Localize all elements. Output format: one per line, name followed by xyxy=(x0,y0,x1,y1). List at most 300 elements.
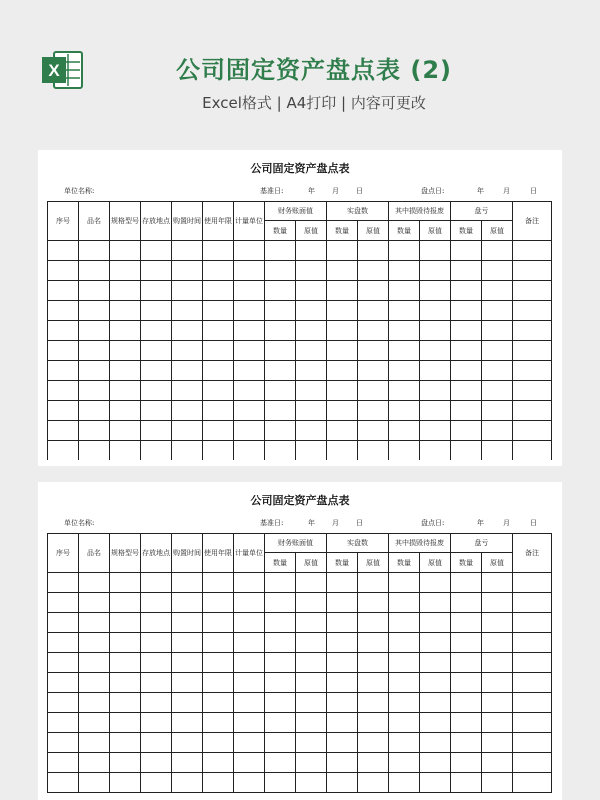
table-cell xyxy=(110,281,141,301)
table-cell xyxy=(296,733,327,753)
table-cell xyxy=(296,613,327,633)
table-cell xyxy=(141,613,172,633)
table-cell xyxy=(389,753,420,773)
table-cell xyxy=(265,281,296,301)
table-cell xyxy=(513,261,552,281)
table-cell xyxy=(265,693,296,713)
column-header: 序号 xyxy=(48,202,79,241)
count-date-label: 盘点日: xyxy=(421,187,445,195)
table-cell xyxy=(110,401,141,421)
table-cell xyxy=(265,613,296,633)
table-cell xyxy=(265,573,296,593)
table-cell xyxy=(513,713,552,733)
table-cell xyxy=(79,361,110,381)
table-cell xyxy=(172,341,203,361)
table-cell xyxy=(451,301,482,321)
sheet-edge xyxy=(38,794,562,800)
table-cell xyxy=(513,301,552,321)
table-cell xyxy=(172,401,203,421)
table-cell xyxy=(296,633,327,653)
table-cell xyxy=(327,361,358,381)
table-cell xyxy=(327,733,358,753)
table-cell xyxy=(172,673,203,693)
table-cell xyxy=(265,441,296,461)
table-cell xyxy=(234,281,265,301)
table-cell xyxy=(420,653,451,673)
table-cell xyxy=(327,673,358,693)
table-cell xyxy=(327,573,358,593)
table-cell xyxy=(48,653,79,673)
table-cell xyxy=(203,753,234,773)
column-header: 使用年限 xyxy=(203,202,234,241)
table-cell xyxy=(327,261,358,281)
table-cell xyxy=(234,341,265,361)
table-cell xyxy=(234,733,265,753)
table-cell xyxy=(234,321,265,341)
table-cell xyxy=(358,401,389,421)
table-cell xyxy=(48,633,79,653)
page-subtitle: Excel格式 | A4打印 | 内容可更改 xyxy=(202,94,426,112)
table-cell xyxy=(172,653,203,673)
table-cell xyxy=(296,321,327,341)
table-cell xyxy=(79,673,110,693)
table-cell xyxy=(513,593,552,613)
table-cell xyxy=(48,613,79,633)
table-cell xyxy=(327,341,358,361)
table-row xyxy=(48,633,552,653)
table-cell xyxy=(234,401,265,421)
table-cell xyxy=(203,733,234,753)
table-cell xyxy=(358,381,389,401)
unit-name-label: 单位名称: xyxy=(64,187,95,195)
count-date-label: 盘点日: xyxy=(421,519,445,527)
table-cell xyxy=(203,401,234,421)
table-cell xyxy=(327,321,358,341)
table-cell xyxy=(513,733,552,753)
sheet-preview xyxy=(38,482,562,800)
table-cell xyxy=(296,281,327,301)
table-row xyxy=(48,241,552,261)
table-cell xyxy=(420,593,451,613)
sub-column-header: 原值 xyxy=(296,221,327,241)
column-header: 购置时间 xyxy=(172,534,203,573)
table-cell xyxy=(48,241,79,261)
table-cell xyxy=(48,361,79,381)
sub-column-header: 数量 xyxy=(265,221,296,241)
table-cell xyxy=(172,573,203,593)
table-cell xyxy=(513,381,552,401)
table-cell xyxy=(172,441,203,461)
table-cell xyxy=(296,341,327,361)
table-cell xyxy=(296,573,327,593)
table-cell xyxy=(110,733,141,753)
table-cell xyxy=(48,261,79,281)
table-cell xyxy=(172,321,203,341)
table-cell xyxy=(234,261,265,281)
base-date-part: 日 xyxy=(356,187,363,195)
column-header: 存放地点 xyxy=(141,534,172,573)
table-cell xyxy=(420,733,451,753)
table-cell xyxy=(110,713,141,733)
asset-table xyxy=(47,201,552,461)
table-cell xyxy=(265,261,296,281)
table-cell xyxy=(141,673,172,693)
table-cell xyxy=(110,593,141,613)
table-cell xyxy=(172,713,203,733)
table-cell xyxy=(234,713,265,733)
table-cell xyxy=(513,401,552,421)
table-cell xyxy=(482,613,513,633)
table-cell xyxy=(172,261,203,281)
sub-column-header: 原值 xyxy=(420,553,451,573)
table-cell xyxy=(265,673,296,693)
table-cell xyxy=(482,261,513,281)
table-row xyxy=(48,753,552,773)
table-cell xyxy=(203,361,234,381)
table-row xyxy=(48,733,552,753)
table-cell xyxy=(389,321,420,341)
table-cell xyxy=(48,281,79,301)
sheet-title: 公司固定资产盘点表 xyxy=(250,494,350,507)
table-cell xyxy=(79,401,110,421)
column-header-remarks: 备注 xyxy=(513,534,552,573)
table-cell xyxy=(79,261,110,281)
svg-text:X: X xyxy=(48,61,60,80)
table-cell xyxy=(358,261,389,281)
table-cell xyxy=(482,441,513,461)
table-cell xyxy=(141,341,172,361)
table-cell xyxy=(203,301,234,321)
table-cell xyxy=(234,613,265,633)
sub-column-header: 原值 xyxy=(420,221,451,241)
table-cell xyxy=(358,693,389,713)
table-row xyxy=(48,773,552,793)
table-cell xyxy=(358,281,389,301)
table-cell xyxy=(451,341,482,361)
table-cell xyxy=(234,441,265,461)
table-cell xyxy=(296,241,327,261)
table-cell xyxy=(48,733,79,753)
sheet-preview xyxy=(38,150,562,466)
table-cell xyxy=(482,713,513,733)
table-cell xyxy=(141,593,172,613)
column-header: 计量单位 xyxy=(234,534,265,573)
table-cell xyxy=(110,773,141,793)
table-cell xyxy=(513,321,552,341)
table-cell xyxy=(327,421,358,441)
table-cell xyxy=(234,773,265,793)
table-cell xyxy=(420,281,451,301)
table-cell xyxy=(327,441,358,461)
table-cell xyxy=(110,341,141,361)
column-header: 序号 xyxy=(48,534,79,573)
column-header: 购置时间 xyxy=(172,202,203,241)
table-cell xyxy=(203,713,234,733)
table-cell xyxy=(482,593,513,613)
table-cell xyxy=(234,301,265,321)
table-cell xyxy=(48,381,79,401)
table-cell xyxy=(79,301,110,321)
table-cell xyxy=(513,441,552,461)
group-header: 盘亏 xyxy=(451,202,513,221)
column-header: 使用年限 xyxy=(203,534,234,573)
table-cell xyxy=(265,733,296,753)
table-cell xyxy=(358,301,389,321)
table-row xyxy=(48,573,552,593)
base-date-part: 年 xyxy=(308,187,315,195)
table-cell xyxy=(513,341,552,361)
table-row xyxy=(48,381,552,401)
table-cell xyxy=(48,573,79,593)
table-cell xyxy=(203,321,234,341)
group-header: 实盘数 xyxy=(327,202,389,221)
table-cell xyxy=(327,693,358,713)
table-cell xyxy=(234,241,265,261)
table-cell xyxy=(296,301,327,321)
table-cell xyxy=(79,773,110,793)
table-cell xyxy=(141,281,172,301)
table-cell xyxy=(110,381,141,401)
table-cell xyxy=(265,713,296,733)
table-cell xyxy=(141,421,172,441)
table-cell xyxy=(420,241,451,261)
table-cell xyxy=(234,753,265,773)
table-cell xyxy=(48,341,79,361)
table-cell xyxy=(420,421,451,441)
table-cell xyxy=(358,321,389,341)
table-cell xyxy=(513,613,552,633)
table-cell xyxy=(513,573,552,593)
table-cell xyxy=(389,633,420,653)
table-cell xyxy=(48,301,79,321)
table-cell xyxy=(451,693,482,713)
table-cell xyxy=(265,653,296,673)
table-cell xyxy=(420,401,451,421)
table-cell xyxy=(513,653,552,673)
table-cell xyxy=(389,733,420,753)
table-cell xyxy=(451,281,482,301)
table-cell xyxy=(172,693,203,713)
table-row xyxy=(48,421,552,441)
table-cell xyxy=(482,321,513,341)
table-cell xyxy=(389,693,420,713)
table-cell xyxy=(327,401,358,421)
table-cell xyxy=(482,693,513,713)
table-cell xyxy=(327,773,358,793)
table-cell xyxy=(420,261,451,281)
table-cell xyxy=(265,753,296,773)
table-cell xyxy=(234,693,265,713)
table-cell xyxy=(265,361,296,381)
table-cell xyxy=(141,773,172,793)
table-cell xyxy=(141,381,172,401)
table-cell xyxy=(203,673,234,693)
table-cell xyxy=(296,421,327,441)
table-cell xyxy=(203,281,234,301)
table-cell xyxy=(203,693,234,713)
table-cell xyxy=(48,713,79,733)
group-header: 盘亏 xyxy=(451,534,513,553)
table-cell xyxy=(482,381,513,401)
table-cell xyxy=(420,441,451,461)
table-cell xyxy=(451,261,482,281)
table-cell xyxy=(172,281,203,301)
table-cell xyxy=(389,593,420,613)
table-cell xyxy=(482,633,513,653)
table-cell xyxy=(451,241,482,261)
table-cell xyxy=(482,401,513,421)
table-cell xyxy=(482,421,513,441)
table-cell xyxy=(389,341,420,361)
table-cell xyxy=(234,361,265,381)
table-cell xyxy=(513,673,552,693)
table-cell xyxy=(451,653,482,673)
table-cell xyxy=(358,713,389,733)
table-cell xyxy=(296,261,327,281)
sheet-edge xyxy=(38,460,562,466)
table-cell xyxy=(358,773,389,793)
table-cell xyxy=(389,673,420,693)
table-cell xyxy=(79,341,110,361)
table-row xyxy=(48,713,552,733)
table-cell xyxy=(389,361,420,381)
table-cell xyxy=(172,593,203,613)
table-cell xyxy=(482,361,513,381)
table-cell xyxy=(420,361,451,381)
table-cell xyxy=(451,321,482,341)
table-cell xyxy=(141,653,172,673)
table-cell xyxy=(358,633,389,653)
table-cell xyxy=(389,381,420,401)
table-cell xyxy=(389,421,420,441)
count-date-part: 年 xyxy=(477,187,484,195)
table-cell xyxy=(141,713,172,733)
table-cell xyxy=(79,421,110,441)
table-cell xyxy=(203,421,234,441)
table-cell xyxy=(48,773,79,793)
table-cell xyxy=(420,713,451,733)
table-cell xyxy=(327,381,358,401)
table-cell xyxy=(482,241,513,261)
table-cell xyxy=(265,321,296,341)
count-date-part: 日 xyxy=(530,519,537,527)
table-cell xyxy=(513,693,552,713)
table-cell xyxy=(420,693,451,713)
table-cell xyxy=(296,401,327,421)
table-cell xyxy=(141,441,172,461)
column-header: 存放地点 xyxy=(141,202,172,241)
sub-column-header: 数量 xyxy=(327,553,358,573)
table-cell xyxy=(451,361,482,381)
table-cell xyxy=(420,633,451,653)
table-cell xyxy=(327,593,358,613)
table-cell xyxy=(296,653,327,673)
table-cell xyxy=(327,241,358,261)
table-cell xyxy=(389,301,420,321)
table-cell xyxy=(265,241,296,261)
table-row xyxy=(48,653,552,673)
base-date-part: 日 xyxy=(356,519,363,527)
table-cell xyxy=(389,281,420,301)
table-cell xyxy=(79,573,110,593)
table-cell xyxy=(482,753,513,773)
table-row xyxy=(48,441,552,461)
table-cell xyxy=(451,753,482,773)
table-cell xyxy=(141,241,172,261)
table-cell xyxy=(420,573,451,593)
table-cell xyxy=(172,733,203,753)
sub-column-header: 原值 xyxy=(358,553,389,573)
table-cell xyxy=(234,673,265,693)
table-cell xyxy=(265,381,296,401)
table-cell xyxy=(513,633,552,653)
count-date-part: 年 xyxy=(477,519,484,527)
table-cell xyxy=(420,613,451,633)
table-cell xyxy=(327,653,358,673)
table-cell xyxy=(234,421,265,441)
table-cell xyxy=(327,713,358,733)
table-cell xyxy=(79,613,110,633)
table-cell xyxy=(79,733,110,753)
table-cell xyxy=(203,241,234,261)
table-cell xyxy=(172,361,203,381)
group-header: 财务账面值 xyxy=(265,534,327,553)
table-row xyxy=(48,593,552,613)
table-cell xyxy=(420,301,451,321)
table-cell xyxy=(110,441,141,461)
unit-name-label: 单位名称: xyxy=(64,519,95,527)
table-cell xyxy=(358,673,389,693)
table-cell xyxy=(110,633,141,653)
table-cell xyxy=(358,733,389,753)
table-cell xyxy=(358,613,389,633)
table-cell xyxy=(172,633,203,653)
table-cell xyxy=(451,421,482,441)
table-cell xyxy=(141,261,172,281)
sub-column-header: 数量 xyxy=(451,221,482,241)
page-header xyxy=(0,0,600,140)
table-cell xyxy=(296,381,327,401)
base-date-label: 基准日: xyxy=(260,187,284,195)
table-cell xyxy=(234,653,265,673)
table-cell xyxy=(482,573,513,593)
base-date-part: 年 xyxy=(308,519,315,527)
table-cell xyxy=(141,753,172,773)
table-cell xyxy=(296,693,327,713)
table-cell xyxy=(110,241,141,261)
table-cell xyxy=(141,693,172,713)
column-header-remarks: 备注 xyxy=(513,202,552,241)
table-cell xyxy=(172,773,203,793)
table-row xyxy=(48,693,552,713)
table-row xyxy=(48,281,552,301)
table-cell xyxy=(172,753,203,773)
table-cell xyxy=(451,633,482,653)
table-cell xyxy=(482,773,513,793)
table-cell xyxy=(451,673,482,693)
sub-column-header: 数量 xyxy=(389,553,420,573)
table-cell xyxy=(451,441,482,461)
table-cell xyxy=(110,361,141,381)
table-cell xyxy=(420,321,451,341)
table-cell xyxy=(265,401,296,421)
sub-column-header: 原值 xyxy=(482,553,513,573)
table-row xyxy=(48,401,552,421)
table-cell xyxy=(296,361,327,381)
table-row xyxy=(48,673,552,693)
sub-column-header: 数量 xyxy=(451,553,482,573)
table-cell xyxy=(389,441,420,461)
